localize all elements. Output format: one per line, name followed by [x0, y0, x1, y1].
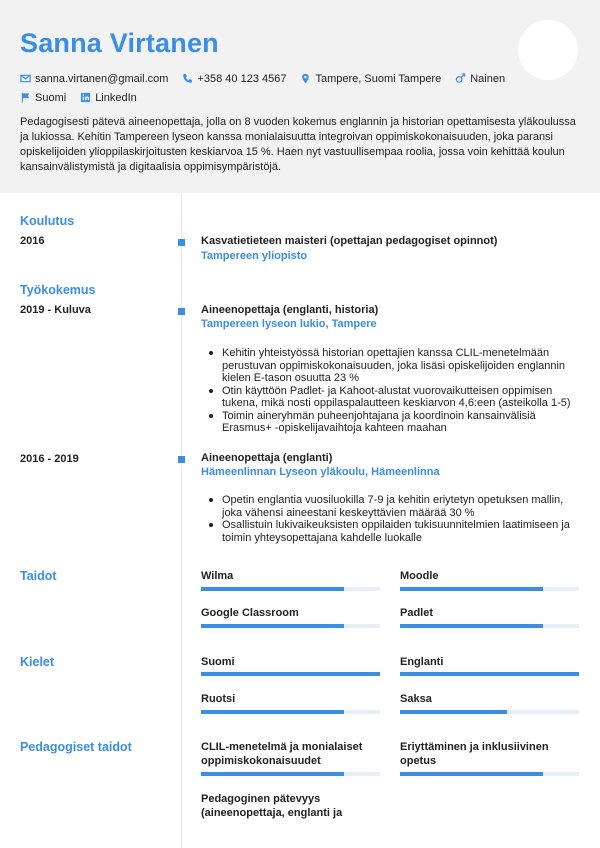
- list-item: Toimin aineryhmän puheenjohtajana ja koordinoin kansainvälisiä Erasmus+ -opiskelijavaihtoja kahteen maahan: [207, 410, 582, 435]
- job-achievements: [207, 494, 582, 544]
- section-title-skills: Taidot: [20, 569, 57, 583]
- language-bar-fill: [201, 710, 344, 714]
- skill-bar: [400, 624, 579, 628]
- language-name: Suomi: [201, 656, 235, 668]
- pedagogical-skill-bar-fill: [201, 772, 344, 776]
- skill-bar-fill: [201, 587, 344, 591]
- list-item: Opetin englantia vuosiluokilla 7-9 ja kehitin eriytetyn opetuksen mallin, joka vähensi aineestani keskeyttävien määrää 30 %: [207, 494, 582, 519]
- skill-bar: [201, 624, 380, 628]
- contact-linkedin[interactable]: LinkedIn: [80, 92, 137, 104]
- email-icon: [20, 73, 31, 84]
- timeline-marker: [178, 456, 185, 463]
- section-title-languages: Kielet: [20, 655, 55, 669]
- skill-bar-fill: [400, 624, 543, 628]
- timeline-divider: [181, 193, 182, 848]
- pedagogical-skill-bar: [400, 772, 579, 776]
- header: [0, 0, 600, 193]
- education-date: 2016: [20, 235, 45, 247]
- pedagogical-skill-name: CLIL-menetelmä ja monialaiset oppimiskokonaisuudet: [201, 741, 363, 767]
- language-bar: [400, 710, 579, 714]
- list-item: Osallistuin lukivaikeuksisten oppilaiden tukisuunnitelmien laatimiseen ja toimin yhteysopettajana kahdelle luokalle: [207, 519, 582, 544]
- language-bar: [400, 672, 579, 676]
- language-name: Ruotsi: [201, 693, 236, 705]
- location-icon: [300, 73, 311, 84]
- skill-bar-fill: [400, 587, 543, 591]
- job-employer: Hämeenlinnan Lyseon yläkoulu, Hämeenlinna: [201, 466, 440, 478]
- language-bar-fill: [201, 672, 380, 676]
- job-title: Aineenopettaja (englanti, historia): [201, 304, 379, 316]
- language-bar-fill: [400, 710, 507, 714]
- language-name: Englanti: [400, 656, 444, 668]
- contact-email[interactable]: sanna.virtanen@gmail.com: [20, 73, 168, 85]
- list-item: Kehitin yhteistyössä historian opettajien kanssa CLIL-menetelmään perustuvan oppimiskokonaisuuden, joka lisäsi opiskelijoiden englannin kielen E-tason osuutta 23 %: [207, 347, 582, 385]
- flag-icon: [20, 92, 31, 103]
- contact-phone[interactable]: +358 40 123 4567: [182, 73, 286, 85]
- language-name: Saksa: [400, 693, 432, 705]
- gender-icon: [455, 73, 466, 84]
- skill-bar: [400, 587, 579, 591]
- job-date: 2019 - Kuluva: [20, 304, 91, 316]
- job-title: Aineenopettaja (englanti): [201, 452, 333, 464]
- contact-info: [20, 69, 580, 107]
- skill-bar: [201, 587, 380, 591]
- full-name: Sanna Virtanen: [20, 28, 219, 58]
- education-institution: Tampereen yliopisto: [201, 250, 308, 262]
- contact-gender: Nainen: [455, 73, 505, 85]
- pedagogical-skill-bar: [201, 772, 380, 776]
- skill-name: Wilma: [201, 570, 234, 582]
- contact-location: Tampere, Suomi Tampere: [300, 73, 441, 85]
- pedagogical-skill-name: Pedagoginen pätevyys (aineenopettaja, englanti ja: [201, 793, 343, 819]
- section-title-experience: Työkokemus: [20, 283, 96, 297]
- language-bar: [201, 710, 380, 714]
- linkedin-icon: [80, 92, 91, 103]
- job-employer: Tampereen lyseon lukio, Tampere: [201, 318, 377, 330]
- skill-name: Google Classroom: [201, 607, 299, 619]
- skill-name: Padlet: [400, 607, 434, 619]
- language-bar-fill: [400, 672, 579, 676]
- education-degree: Kasvatietieteen maisteri (opettajan pedagogiset opinnot): [201, 235, 498, 247]
- profile-summary: Pedagogisesti pätevä aineenopettaja, jolla on 8 vuoden kokemus englannin ja historian opettamisesta yläkoulussa ja lukiossa. Kehitin Tampereen lyseon kanssa monialaisuutta integroivan oppimiskokonaisuuden, joka paransi opiskelijoiden ylioppilaskirjoitusten keskiarvoa 15 %. Haen nyt vastuullisempaa roolia, jossa voin kehittää koulun kansainvälistymistä ja digitaalisia oppimisympäristöjä.: [20, 116, 576, 173]
- skill-name: Moodle: [400, 570, 439, 582]
- timeline-marker: [178, 239, 185, 246]
- phone-icon: [182, 73, 193, 84]
- job-date: 2016 - 2019: [20, 453, 79, 465]
- section-title-pedagogical: Pedagogiset taidot: [20, 740, 132, 754]
- contact-nationality: Suomi: [20, 92, 66, 104]
- timeline-marker: [178, 308, 185, 315]
- pedagogical-skill-name: Eriyttäminen ja inklusiivinen opetus: [400, 741, 549, 767]
- job-achievements: [207, 347, 582, 435]
- pedagogical-skill-bar-fill: [400, 772, 543, 776]
- language-bar: [201, 672, 380, 676]
- skill-bar-fill: [201, 624, 344, 628]
- list-item: Otin käyttöön Padlet- ja Kahoot-alustat vuorovaikutteisen oppimisen tukena, mikä nosti oppilaspalautteen keskiarvon 4,6:een (asteikolla 1-5): [207, 385, 582, 410]
- section-title-education: Koulutus: [20, 214, 75, 228]
